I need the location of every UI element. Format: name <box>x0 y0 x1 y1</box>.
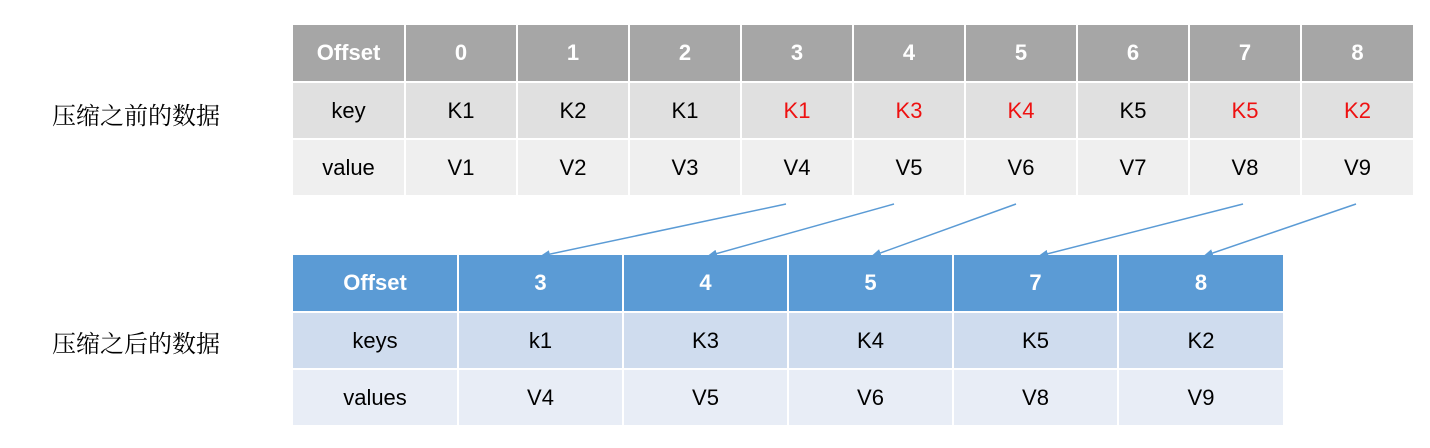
arrow-offset-4 <box>708 204 894 256</box>
offset-cell: 1 <box>517 24 629 82</box>
offset-cell: 8 <box>1301 24 1414 82</box>
value-cell: V3 <box>629 139 741 196</box>
value-row-label: value <box>292 139 405 196</box>
value-cell: V5 <box>623 369 788 426</box>
offset-cell: 6 <box>1077 24 1189 82</box>
key-row <box>292 82 1414 139</box>
key-cell-retained: K3 <box>853 82 965 139</box>
key-cell-retained: K4 <box>965 82 1077 139</box>
before-compression-table <box>291 23 1415 197</box>
offset-cell: 7 <box>1189 24 1301 82</box>
offset-header-row <box>292 24 1414 82</box>
offset-cell: 4 <box>853 24 965 82</box>
values-row-label: values <box>292 369 458 426</box>
value-cell: V4 <box>458 369 623 426</box>
value-row <box>292 139 1414 196</box>
values-row <box>292 369 1284 426</box>
value-cell: V6 <box>965 139 1077 196</box>
key-cell: K1 <box>629 82 741 139</box>
value-cell: V8 <box>1189 139 1301 196</box>
key-cell-retained: K2 <box>1301 82 1414 139</box>
arrow-offset-7 <box>1039 204 1243 256</box>
key-cell: K5 <box>1077 82 1189 139</box>
value-cell: V5 <box>853 139 965 196</box>
offset-cell: 2 <box>629 24 741 82</box>
arrow-offset-3 <box>541 204 786 256</box>
offset-cell: 3 <box>741 24 853 82</box>
key-cell: K1 <box>405 82 517 139</box>
key-cell: K2 <box>1118 312 1284 369</box>
offset-cell: 3 <box>458 254 623 312</box>
offset-cell: 4 <box>623 254 788 312</box>
key-cell: K2 <box>517 82 629 139</box>
value-cell: V6 <box>788 369 953 426</box>
offset-cell: 8 <box>1118 254 1284 312</box>
value-cell: V4 <box>741 139 853 196</box>
offset-header-row <box>292 254 1284 312</box>
key-cell: K4 <box>788 312 953 369</box>
offset-header-label: Offset <box>292 254 458 312</box>
value-cell: V1 <box>405 139 517 196</box>
offset-cell: 5 <box>788 254 953 312</box>
key-row-label: key <box>292 82 405 139</box>
arrow-offset-5 <box>872 204 1016 256</box>
before-compression-label: 压缩之前的数据 <box>52 102 220 130</box>
value-cell: V9 <box>1301 139 1414 196</box>
key-cell: K3 <box>623 312 788 369</box>
value-cell: V7 <box>1077 139 1189 196</box>
value-cell: V9 <box>1118 369 1284 426</box>
value-cell: V2 <box>517 139 629 196</box>
key-cell: k1 <box>458 312 623 369</box>
key-cell-retained: K5 <box>1189 82 1301 139</box>
offset-cell: 0 <box>405 24 517 82</box>
offset-cell: 5 <box>965 24 1077 82</box>
key-cell: K5 <box>953 312 1118 369</box>
arrow-offset-8 <box>1204 204 1356 256</box>
offset-cell: 7 <box>953 254 1118 312</box>
after-compression-label: 压缩之后的数据 <box>52 330 220 358</box>
keys-row <box>292 312 1284 369</box>
value-cell: V8 <box>953 369 1118 426</box>
keys-row-label: keys <box>292 312 458 369</box>
after-compression-table <box>291 253 1285 427</box>
key-cell-retained: K1 <box>741 82 853 139</box>
offset-header-label: Offset <box>292 24 405 82</box>
